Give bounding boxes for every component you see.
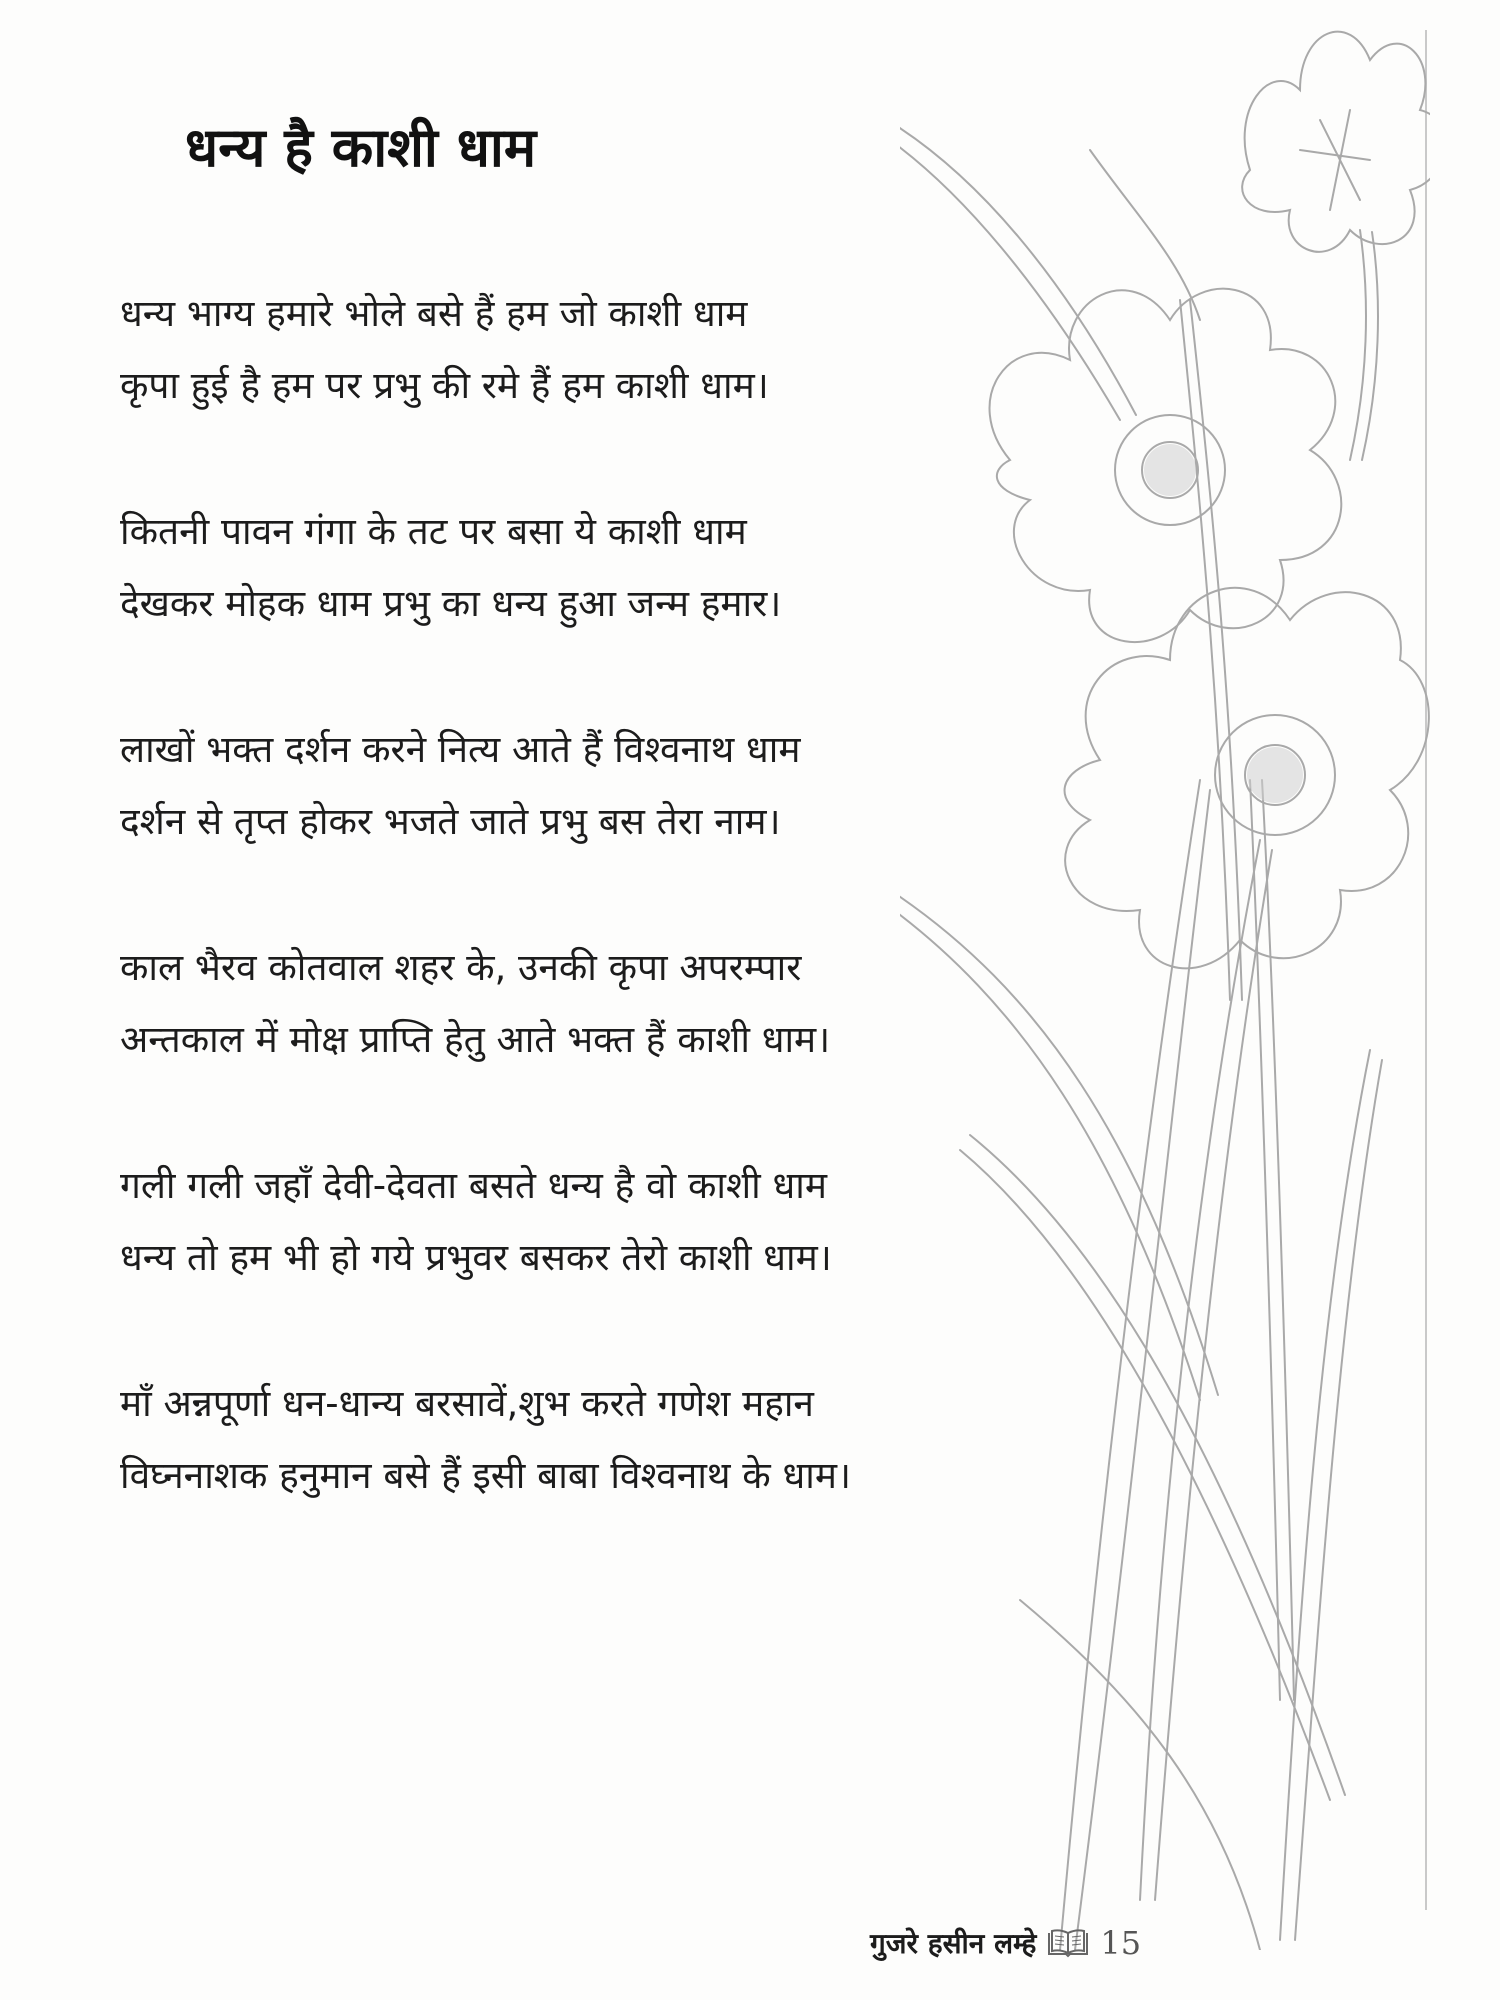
poem-line: देखकर मोहक धाम प्रभु का धन्य हुआ जन्म हमार। <box>120 582 782 625</box>
book-title: गुजरे हसीन लम्हे <box>870 1927 1037 1960</box>
poem-line: कितनी पावन गंगा के तट पर बसा ये काशी धाम <box>120 510 747 553</box>
poem-line: गली गली जहाँ देवी-देवता बसते धन्य है वो काशी धाम <box>120 1164 827 1207</box>
stanza <box>120 1368 1020 1512</box>
poem-body <box>120 278 1020 1586</box>
stanza <box>120 278 1020 422</box>
poem-line: काल भैरव कोतवाल शहर के, उनकी कृपा अपरम्पार <box>120 946 802 989</box>
stanza <box>120 714 1020 858</box>
open-book-icon <box>1046 1928 1090 1958</box>
poem-line: विघ्ननाशक हनुमान बसे हैं इसी बाबा विश्वनाथ के धाम। <box>120 1454 851 1497</box>
page-number: 15 <box>1100 1924 1142 1962</box>
poem-line: कृपा हुई है हम पर प्रभु की रमे हैं हम काशी धाम। <box>120 364 769 407</box>
poem-line: धन्य भाग्य हमारे भोले बसे हैं हम जो काशी धाम <box>120 292 748 335</box>
poem-title: धन्य है काशी धाम <box>185 116 537 179</box>
page-footer <box>870 1924 1141 1962</box>
poem-line: लाखों भक्त दर्शन करने नित्य आते हैं विश्वनाथ धाम <box>120 728 801 771</box>
poem-line: धन्य तो हम भी हो गये प्रभुवर बसकर तेरो काशी धाम। <box>120 1236 832 1279</box>
poem-line: अन्तकाल में मोक्ष प्राप्ति हेतु आते भक्त हैं काशी धाम। <box>120 1018 831 1061</box>
poem-line: दर्शन से तृप्त होकर भजते जाते प्रभु बस तेरा नाम। <box>120 800 781 843</box>
stanza <box>120 1150 1020 1294</box>
stanza <box>120 932 1020 1076</box>
stanza <box>120 496 1020 640</box>
poem-line: माँ अन्नपूर्णा धन-धान्य बरसावें,शुभ करते गणेश महान <box>120 1382 814 1425</box>
